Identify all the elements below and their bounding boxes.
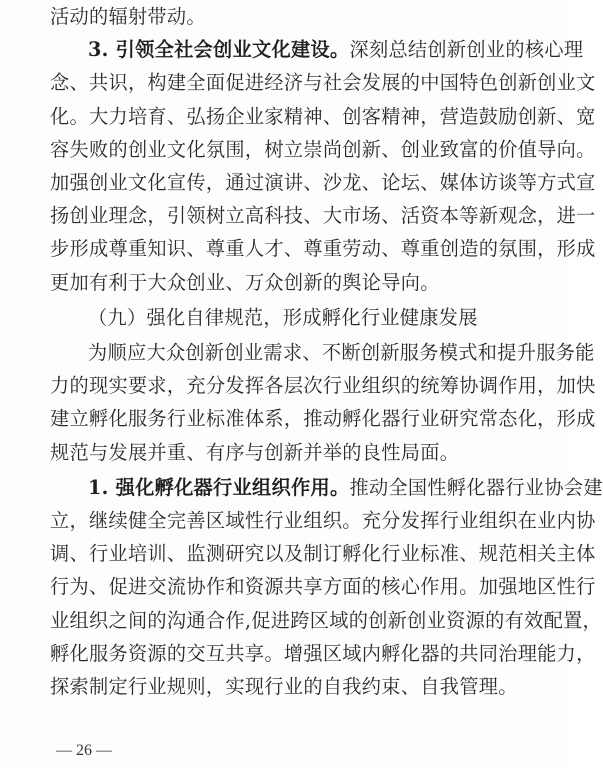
paragraph-line: 加强创业文化宣传，通过演讲、沙龙、论坛、媒体访谈等方式宣 [50,171,596,194]
section-3-text: 深刻总结创新创业的核心理 [349,38,584,62]
paragraph-line: 化。大力培育、弘扬企业家精神、创客精神，营造鼓励创新、宽 [50,104,596,128]
paragraph-line: 活动的辐射带动。 [50,5,206,28]
page-number: — 26 — [56,742,112,759]
paragraph-line: 更加有利于大众创业、万众创新的舆论导向。 [50,270,440,294]
section-1-text: 推动全国性孵化器行业协会建 [349,475,603,499]
paragraph-line: 调、行业培训、监测研究以及制订孵化行业标准、规范相关主体 [50,542,596,566]
paragraph-line: 规范与发展并重、有序与创新并举的良性局面。 [50,440,460,464]
paragraph-line: 扬创业理念，引领树立高科技、大市场、活资本等新观念，进一 [50,204,596,228]
paragraph-line: 念、共识，构建全面促进经济与社会发展的中国特色创新创业文 [50,71,596,95]
paragraph-line: 孵化服务资源的交互共享。增强区域内孵化器的共同治理能力， [50,641,596,665]
section-1-heading-line [88,473,603,503]
section-3-heading-line [88,35,584,65]
paragraph-line: 立，继续健全完善区域性行业组织。充分发挥行业组织在业内协 [50,509,596,532]
section-9-heading: （九）强化自律规范，形成孵化行业健康发展 [88,305,478,329]
paragraph-line: 步形成尊重知识、尊重人才、尊重劳动、尊重创造的氛围，形成 [50,237,596,261]
section-3-heading: 3. 引领全社会创业文化建设。 [88,38,350,62]
paragraph-line: 行为、促进交流协作和资源共享方面的核心作用。加强地区性行 [50,575,596,599]
section-1-heading: 1. 强化孵化器行业组织作用。 [88,475,350,499]
paragraph-line: 力的现实要求，充分发挥各层次行业组织的统筹协调作用，加快 [50,374,596,398]
paragraph-line: 探索制定行业规则，实现行业的自我约束、自我管理。 [50,675,518,698]
paragraph-line: 建立孵化服务行业标准体系，推动孵化器行业研究常态化，形成 [50,407,596,431]
paragraph-line: 业组织之间的沟通合作,促进跨区域的创新创业资源的有效配置， [50,608,603,632]
paragraph-line: 容失败的创业文化氛围，树立崇尚创新、创业致富的价值导向。 [50,137,596,161]
paragraph-line: 为顺应大众创新创业需求、不断创新服务模式和提升服务能 [88,341,595,364]
